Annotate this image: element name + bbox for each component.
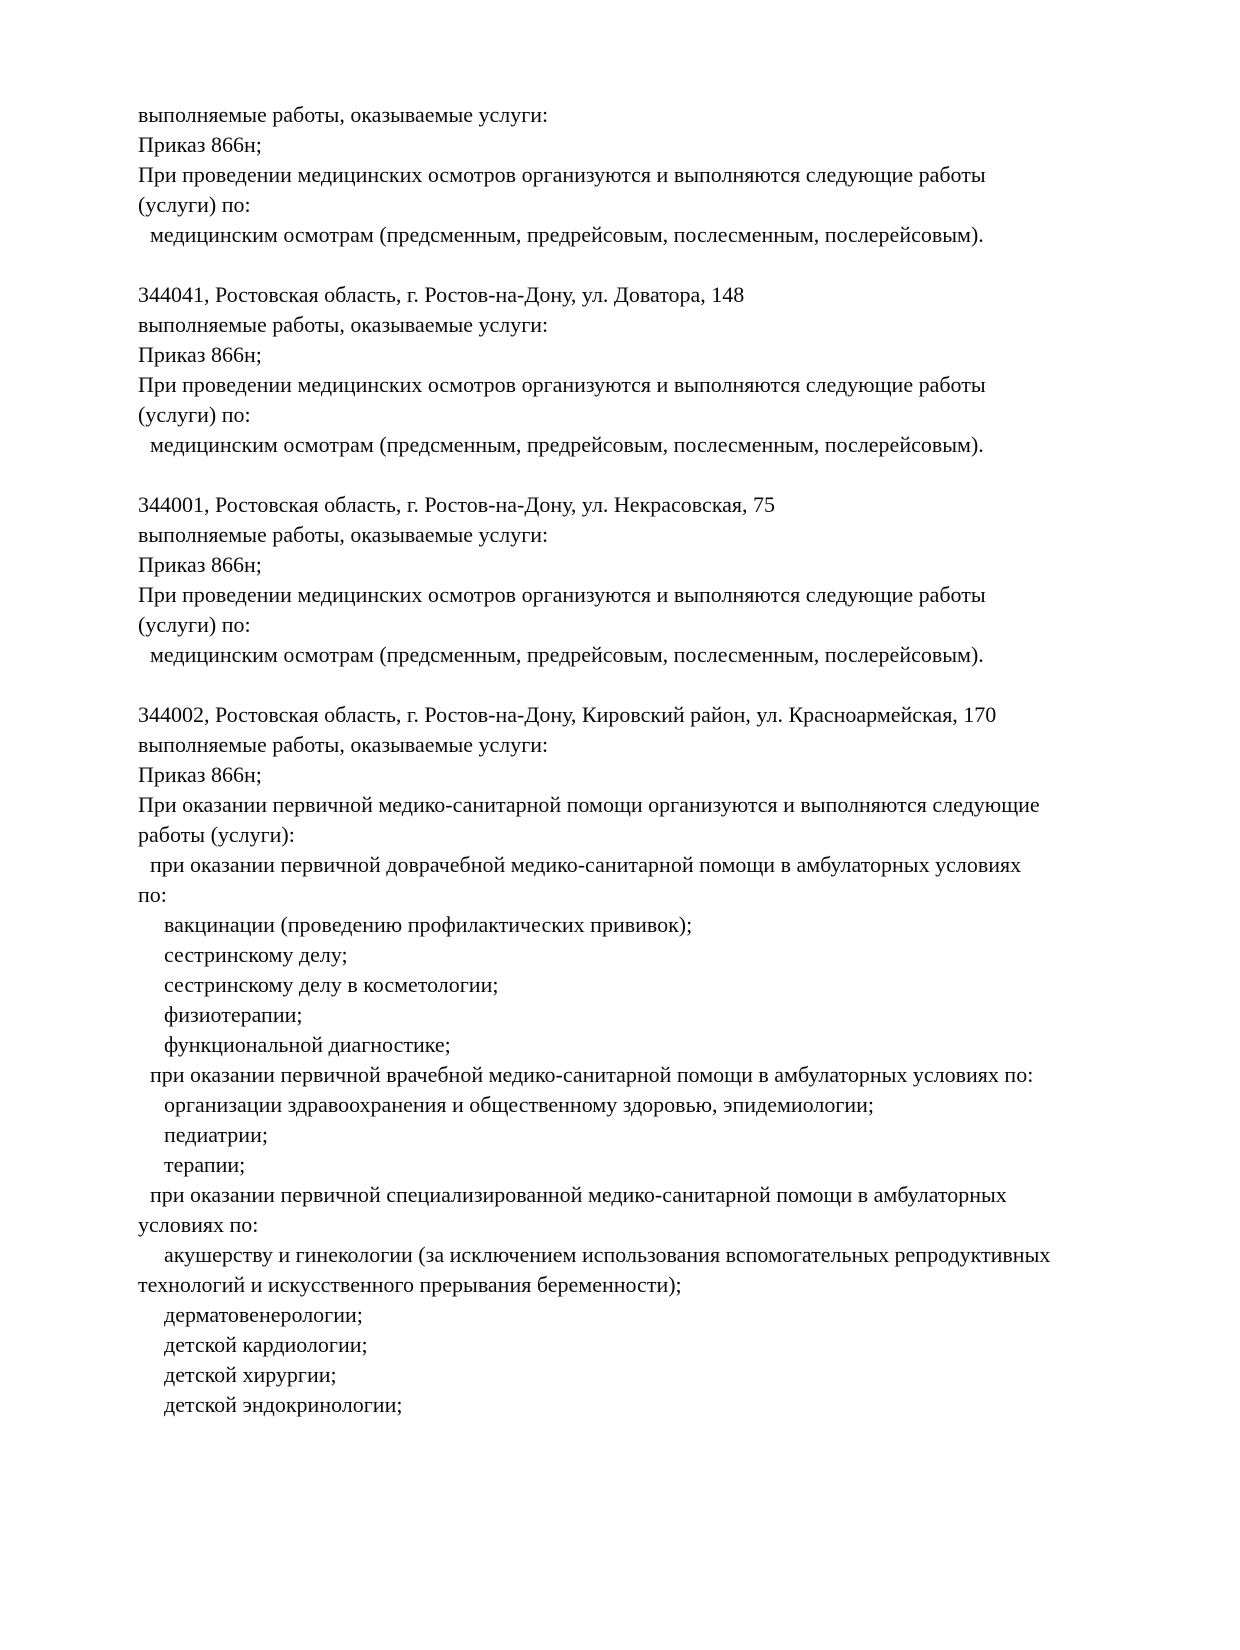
- document-line: (услуги) по:: [138, 612, 251, 637]
- document-line: физиотерапии;: [164, 1002, 303, 1027]
- document-line: сестринскому делу в косметологии;: [164, 972, 499, 997]
- document-line: по:: [138, 882, 167, 907]
- document-line: выполняемые работы, оказываемые услуги:: [138, 312, 549, 337]
- document-line: при оказании первичной доврачебной медико-санитарной помощи в амбулаторных условиях: [150, 852, 1022, 877]
- document-line: медицинским осмотрам (предсменным, предрейсовым, послесменным, послерейсовым).: [150, 222, 984, 247]
- document-line: детской эндокринологии;: [164, 1392, 403, 1417]
- document-text-block: [138, 100, 1208, 1420]
- document-line: детской хирургии;: [164, 1362, 337, 1387]
- document-line: 344041, Ростовская область, г. Ростов-на-Дону, ул. Доватора, 148: [138, 282, 745, 307]
- document-line: выполняемые работы, оказываемые услуги:: [138, 102, 549, 127]
- document-line: При проведении медицинских осмотров организуются и выполняются следующие работы: [138, 372, 986, 397]
- document-line: Приказ 866н;: [138, 342, 262, 367]
- document-line: медицинским осмотрам (предсменным, предрейсовым, послесменным, послерейсовым).: [150, 642, 984, 667]
- document-line: 344002, Ростовская область, г. Ростов-на-Дону, Кировский район, ул. Красноармейская, 170: [138, 702, 997, 727]
- document-line: терапии;: [164, 1152, 246, 1177]
- document-line: организации здравоохранения и общественному здоровью, эпидемиологии;: [164, 1092, 875, 1117]
- document-line: (услуги) по:: [138, 402, 251, 427]
- document-line: (услуги) по:: [138, 192, 251, 217]
- document-line: дерматовенерологии;: [164, 1302, 363, 1327]
- document-line: Приказ 866н;: [138, 762, 262, 787]
- document-line: технологий и искусственного прерывания беременности);: [138, 1272, 682, 1297]
- document-line: 344001, Ростовская область, г. Ростов-на-Дону, ул. Некрасовская, 75: [138, 492, 776, 517]
- document-line: условиях по:: [138, 1212, 259, 1237]
- document-line: Приказ 866н;: [138, 132, 262, 157]
- document-line: [138, 460, 1208, 490]
- document-line: При оказании первичной медико-санитарной помощи организуются и выполняются следующие: [138, 792, 1040, 817]
- document-line: детской кардиологии;: [164, 1332, 368, 1357]
- document-line: [138, 250, 1208, 280]
- document-line: медицинским осмотрам (предсменным, предрейсовым, послесменным, послерейсовым).: [150, 432, 984, 457]
- document-line: выполняемые работы, оказываемые услуги:: [138, 522, 549, 547]
- document-line: [138, 670, 1208, 700]
- document-line: При проведении медицинских осмотров организуются и выполняются следующие работы: [138, 162, 986, 187]
- document-line: работы (услуги):: [138, 822, 295, 847]
- document-line: при оказании первичной врачебной медико-санитарной помощи в амбулаторных условиях по:: [150, 1062, 1034, 1087]
- document-line: Приказ 866н;: [138, 552, 262, 577]
- document-line: педиатрии;: [164, 1122, 268, 1147]
- document-line: при оказании первичной специализированной медико-санитарной помощи в амбулаторных: [150, 1182, 1007, 1207]
- document-line: выполняемые работы, оказываемые услуги:: [138, 732, 549, 757]
- document-line: вакцинации (проведению профилактических прививок);: [164, 912, 693, 937]
- document-line: При проведении медицинских осмотров организуются и выполняются следующие работы: [138, 582, 986, 607]
- document-line: акушерству и гинекологии (за исключением использования вспомогательных репродуктивных: [164, 1242, 1051, 1267]
- document-line: функциональной диагностике;: [164, 1032, 451, 1057]
- document-line: сестринскому делу;: [164, 942, 348, 967]
